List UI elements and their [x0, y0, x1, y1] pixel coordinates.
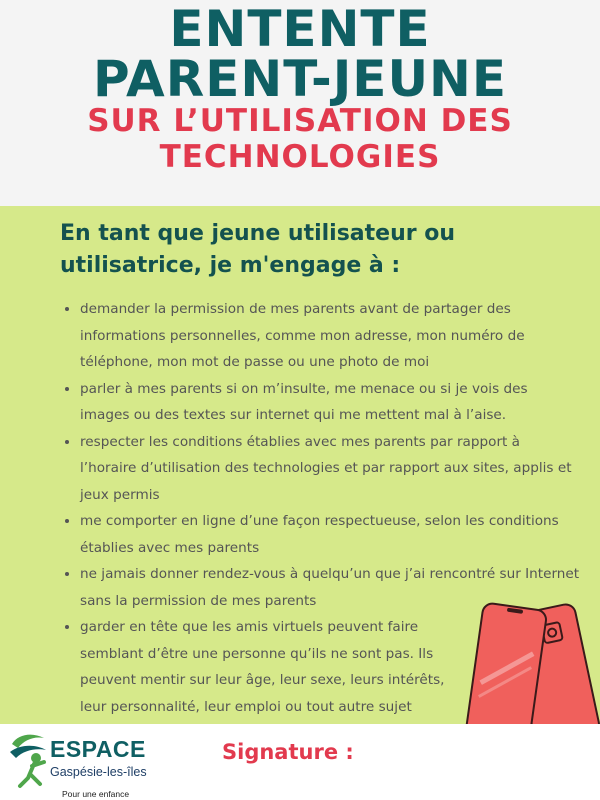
list-item: • parler à mes parents si on m’insulte, me menace ou si je vois des images ou des textes sur internet qui me mettent mal à l’aise. — [80, 376, 580, 429]
lead-statement: En tant que jeune utilisateur ou utilisatrice, je m'engage à : — [60, 221, 456, 278]
list-item: • respecter les conditions établies avec mes parents par rapport à l’horaire d’utilisation des technologies et par rapport aux sites, applis et jeux permis — [80, 429, 580, 509]
signature-label: Signature : — [222, 740, 354, 764]
logo-tagline: Pour une enfance — [62, 789, 130, 799]
list-item: • me comporter en ligne d’une façon respectueuse, selon les conditions établies avec mes parents — [80, 508, 580, 561]
espace-logo-mark-icon — [6, 728, 50, 790]
espace-logo — [6, 724, 176, 800]
logo-wordmark: ESPACE — [50, 736, 146, 762]
header-banner — [0, 0, 600, 206]
subtitle-line-2: TECHNOLOGIES — [159, 139, 441, 175]
list-item: • ne jamais donner rendez-vous à quelqu’un que j’ai rencontré sur Internet sans la permission de mes parents — [80, 561, 580, 614]
title-line-2: PARENT-JEUNE — [92, 50, 508, 108]
subtitle-line-1: SUR L’UTILISATION DES — [87, 103, 513, 139]
title-line-1: ENTENTE — [169, 0, 431, 58]
list-item: • garder en tête que les amis virtuels peuvent faire semblant d’être une personne qu’ils ne sont pas. Ils peuvent mentir sur leur âge, leur sexe, leurs intérêts, leur personnalité, leur emploi ou tout autre sujet — [80, 614, 470, 720]
list-item: • demander la permission de mes parents avant de partager des informations personnelles, comme mon adresse, mon numéro de téléphone, mon mot de passe ou une photo de moi — [80, 296, 580, 376]
logo-region: Gaspésie-les-îles — [50, 765, 147, 779]
